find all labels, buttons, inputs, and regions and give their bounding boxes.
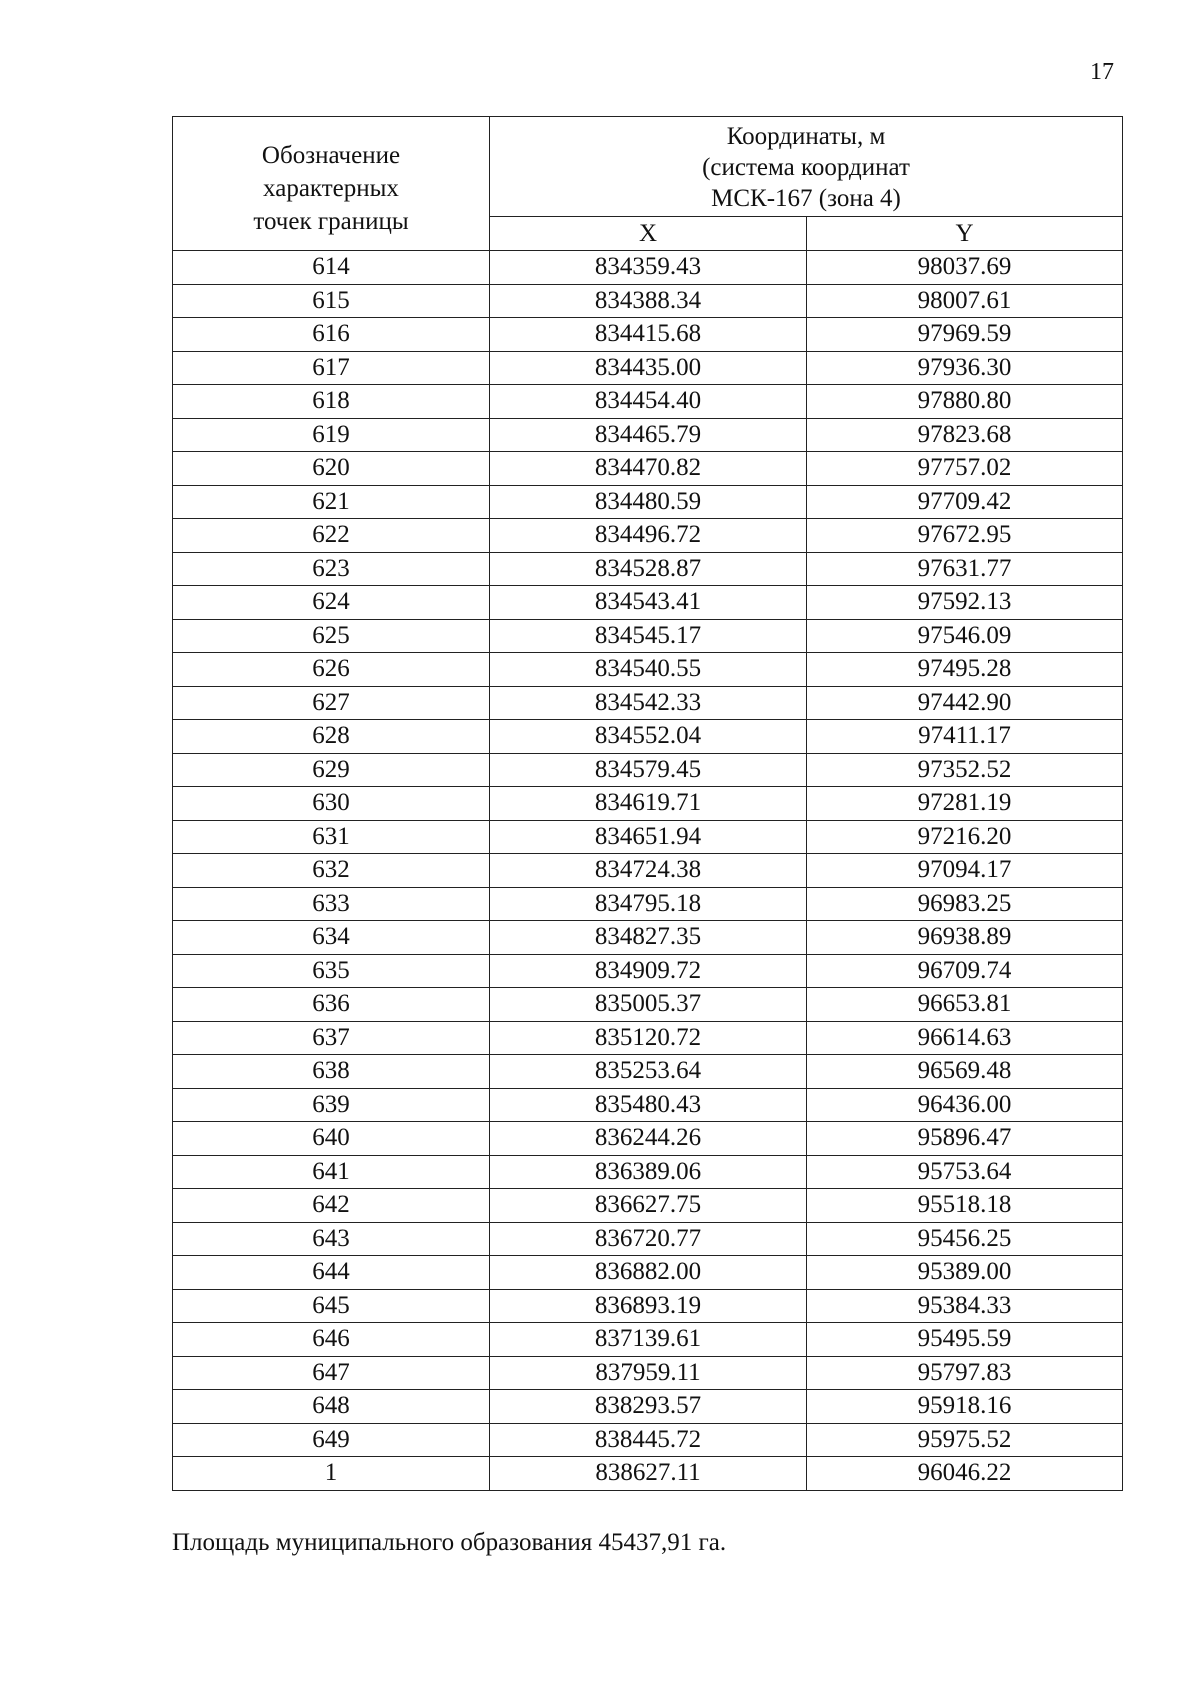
y-coordinate-cell: 96938.89 [807, 921, 1123, 955]
x-coordinate-cell: 835253.64 [490, 1055, 807, 1089]
y-coordinate-cell: 96569.48 [807, 1055, 1123, 1089]
y-coordinate-cell: 96046.22 [807, 1457, 1123, 1491]
x-coordinate-cell: 835005.37 [490, 988, 807, 1022]
coord-header-line-2: (система координат [702, 154, 910, 181]
y-coordinate-cell: 95495.59 [807, 1323, 1123, 1357]
x-coordinate-cell: 837959.11 [490, 1356, 807, 1390]
table-row [173, 284, 1123, 318]
x-coordinate-cell: 834724.38 [490, 854, 807, 888]
y-coordinate-cell: 97216.20 [807, 820, 1123, 854]
table-row [173, 653, 1123, 687]
x-coordinate-cell: 834795.18 [490, 887, 807, 921]
point-cell: 638 [173, 1055, 490, 1089]
x-coordinate-cell: 834651.94 [490, 820, 807, 854]
table-row [173, 720, 1123, 754]
y-coordinate-cell: 97352.52 [807, 753, 1123, 787]
point-cell: 644 [173, 1256, 490, 1290]
table-row [173, 753, 1123, 787]
point-cell: 1 [173, 1457, 490, 1491]
table-row [173, 1021, 1123, 1055]
y-coordinate-cell: 97631.77 [807, 552, 1123, 586]
x-coordinate-cell: 834528.87 [490, 552, 807, 586]
y-coordinate-cell: 98007.61 [807, 284, 1123, 318]
point-cell: 648 [173, 1390, 490, 1424]
x-coordinate-cell: 834465.79 [490, 418, 807, 452]
x-coordinate-cell: 836893.19 [490, 1289, 807, 1323]
y-coordinate-cell: 95456.25 [807, 1222, 1123, 1256]
x-coordinate-cell: 834540.55 [490, 653, 807, 687]
y-coordinate-cell: 95384.33 [807, 1289, 1123, 1323]
y-coordinate-cell: 96983.25 [807, 887, 1123, 921]
y-coordinate-cell: 97757.02 [807, 452, 1123, 486]
x-coordinate-cell: 834470.82 [490, 452, 807, 486]
y-coordinate-cell: 98037.69 [807, 251, 1123, 285]
point-cell: 622 [173, 519, 490, 553]
point-cell: 649 [173, 1423, 490, 1457]
x-coordinate-cell: 834388.34 [490, 284, 807, 318]
area-statement: Площадь муниципального образования 45437,91 га. [172, 1529, 727, 1556]
x-coordinate-cell: 834545.17 [490, 619, 807, 653]
table-row [173, 1088, 1123, 1122]
point-cell: 646 [173, 1323, 490, 1357]
x-coordinate-cell: 838445.72 [490, 1423, 807, 1457]
point-cell: 645 [173, 1289, 490, 1323]
point-header-line-1: Обозначение [261, 142, 401, 169]
y-coordinate-cell: 95797.83 [807, 1356, 1123, 1390]
point-cell: 629 [173, 753, 490, 787]
table-row [173, 1289, 1123, 1323]
y-coordinate-cell: 97672.95 [807, 519, 1123, 553]
point-cell: 639 [173, 1088, 490, 1122]
x-coordinate-cell: 834543.41 [490, 586, 807, 620]
y-coordinate-cell: 97411.17 [807, 720, 1123, 754]
table-header [173, 117, 1123, 251]
y-coordinate-cell: 97094.17 [807, 854, 1123, 888]
coordinates-header [490, 117, 1123, 217]
y-coordinate-cell: 97969.59 [807, 318, 1123, 352]
y-coordinate-cell: 95918.16 [807, 1390, 1123, 1424]
point-cell: 627 [173, 686, 490, 720]
y-coordinate-cell: 95753.64 [807, 1155, 1123, 1189]
point-cell: 617 [173, 351, 490, 385]
point-cell: 635 [173, 954, 490, 988]
coord-header-line-3: МСК-167 (зона 4) [711, 185, 901, 212]
table-row [173, 385, 1123, 419]
table-row [173, 1122, 1123, 1156]
point-cell: 623 [173, 552, 490, 586]
x-coordinate-cell: 834552.04 [490, 720, 807, 754]
y-coordinate-cell: 96436.00 [807, 1088, 1123, 1122]
x-coordinate-cell: 834909.72 [490, 954, 807, 988]
table-body [173, 251, 1123, 1491]
x-coordinate-cell: 838293.57 [490, 1390, 807, 1424]
table-row [173, 954, 1123, 988]
y-coordinate-cell: 97880.80 [807, 385, 1123, 419]
table-row [173, 921, 1123, 955]
point-cell: 628 [173, 720, 490, 754]
point-cell: 632 [173, 854, 490, 888]
point-cell: 621 [173, 485, 490, 519]
x-coordinate-cell: 834579.45 [490, 753, 807, 787]
x-coordinate-cell: 835480.43 [490, 1088, 807, 1122]
table-row [173, 1222, 1123, 1256]
y-coordinate-cell: 97495.28 [807, 653, 1123, 687]
y-coordinate-cell: 97546.09 [807, 619, 1123, 653]
table-row [173, 318, 1123, 352]
table-row [173, 351, 1123, 385]
table-row [173, 1055, 1123, 1089]
x-coordinate-cell: 834496.72 [490, 519, 807, 553]
x-coordinate-cell: 834619.71 [490, 787, 807, 821]
x-coordinate-cell: 834415.68 [490, 318, 807, 352]
point-cell: 636 [173, 988, 490, 1022]
x-coordinate-cell: 836720.77 [490, 1222, 807, 1256]
x-column-header: X [490, 217, 807, 251]
y-coordinate-cell: 97592.13 [807, 586, 1123, 620]
coordinates-table [172, 116, 1123, 1491]
x-coordinate-cell: 834359.43 [490, 251, 807, 285]
y-coordinate-cell: 97442.90 [807, 686, 1123, 720]
y-coordinate-cell: 97709.42 [807, 485, 1123, 519]
table-row [173, 1457, 1123, 1491]
x-coordinate-cell: 836244.26 [490, 1122, 807, 1156]
y-coordinate-cell: 97281.19 [807, 787, 1123, 821]
point-cell: 631 [173, 820, 490, 854]
x-coordinate-cell: 838627.11 [490, 1457, 807, 1491]
x-coordinate-cell: 834454.40 [490, 385, 807, 419]
x-coordinate-cell: 836389.06 [490, 1155, 807, 1189]
point-cell: 626 [173, 653, 490, 687]
point-cell: 616 [173, 318, 490, 352]
page-number: 17 [1090, 59, 1114, 85]
point-header-line-2: характерных [263, 175, 399, 202]
point-cell: 618 [173, 385, 490, 419]
y-coordinate-cell: 95975.52 [807, 1423, 1123, 1457]
point-cell: 615 [173, 284, 490, 318]
point-cell: 625 [173, 619, 490, 653]
x-coordinate-cell: 834542.33 [490, 686, 807, 720]
point-cell: 641 [173, 1155, 490, 1189]
table-row [173, 820, 1123, 854]
table-row [173, 1256, 1123, 1290]
x-coordinate-cell: 836627.75 [490, 1189, 807, 1223]
point-cell: 630 [173, 787, 490, 821]
table-row [173, 1323, 1123, 1357]
table-row [173, 552, 1123, 586]
x-coordinate-cell: 836882.00 [490, 1256, 807, 1290]
table-row [173, 1390, 1123, 1424]
point-cell: 642 [173, 1189, 490, 1223]
x-coordinate-cell: 834435.00 [490, 351, 807, 385]
table-row [173, 887, 1123, 921]
table-row [173, 418, 1123, 452]
y-coordinate-cell: 97823.68 [807, 418, 1123, 452]
table-row [173, 1423, 1123, 1457]
table-row [173, 1356, 1123, 1390]
point-cell: 619 [173, 418, 490, 452]
point-cell: 633 [173, 887, 490, 921]
table-row [173, 251, 1123, 285]
table-row [173, 988, 1123, 1022]
table-row [173, 787, 1123, 821]
coord-header-line-1: Координаты, м [726, 123, 886, 150]
table-row [173, 1155, 1123, 1189]
table-row [173, 452, 1123, 486]
table-row [173, 485, 1123, 519]
y-coordinate-cell: 96614.63 [807, 1021, 1123, 1055]
point-cell: 640 [173, 1122, 490, 1156]
point-cell: 643 [173, 1222, 490, 1256]
x-coordinate-cell: 834827.35 [490, 921, 807, 955]
table-row [173, 686, 1123, 720]
y-coordinate-cell: 96653.81 [807, 988, 1123, 1022]
table-row [173, 619, 1123, 653]
x-coordinate-cell: 834480.59 [490, 485, 807, 519]
y-coordinate-cell: 95389.00 [807, 1256, 1123, 1290]
table-row [173, 519, 1123, 553]
point-cell: 614 [173, 251, 490, 285]
point-cell: 624 [173, 586, 490, 620]
y-coordinate-cell: 96709.74 [807, 954, 1123, 988]
table-row [173, 854, 1123, 888]
y-column-header: Y [807, 217, 1123, 251]
y-coordinate-cell: 95896.47 [807, 1122, 1123, 1156]
point-cell: 634 [173, 921, 490, 955]
table-row [173, 586, 1123, 620]
y-coordinate-cell: 97936.30 [807, 351, 1123, 385]
point-header-line-3: точек границы [253, 208, 409, 235]
y-coordinate-cell: 95518.18 [807, 1189, 1123, 1223]
point-cell: 620 [173, 452, 490, 486]
point-cell: 637 [173, 1021, 490, 1055]
x-coordinate-cell: 835120.72 [490, 1021, 807, 1055]
x-coordinate-cell: 837139.61 [490, 1323, 807, 1357]
point-designation-header [173, 117, 490, 251]
point-cell: 647 [173, 1356, 490, 1390]
table-row [173, 1189, 1123, 1223]
